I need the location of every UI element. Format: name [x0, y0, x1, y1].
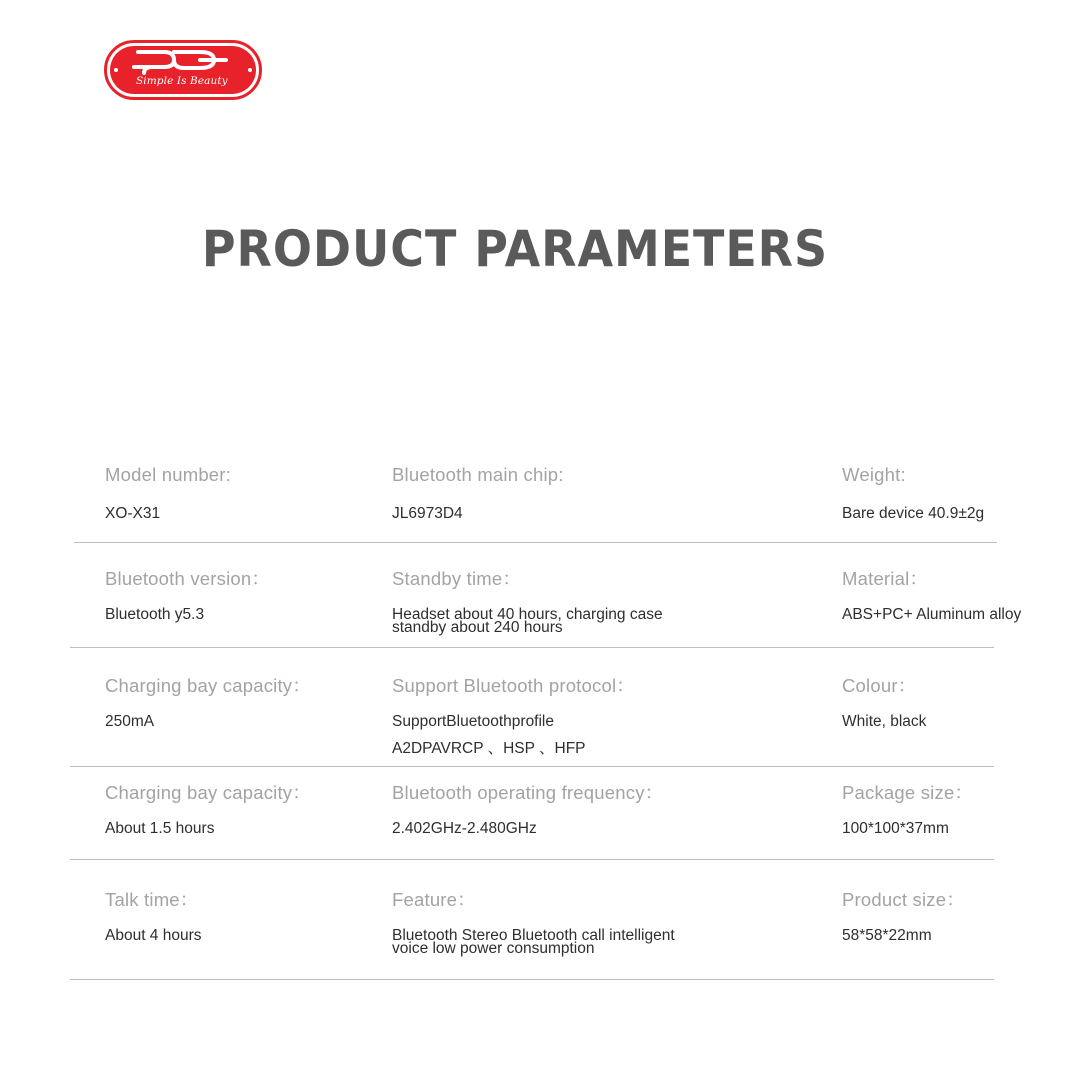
row-divider [70, 647, 994, 648]
brand-tagline: Simple Is Beauty [136, 75, 228, 87]
row-divider [74, 542, 997, 543]
value-talk-time: About 4 hours [105, 927, 202, 944]
label-support-bluetooth-protocol: Support Bluetooth protocol： [392, 675, 635, 696]
value-standby-time-line1: Headset about 40 hours, charging case [392, 606, 663, 623]
value-weight: Bare device 40.9±2g [842, 505, 985, 522]
page-title: PRODUCT PARAMETERS [201, 220, 829, 278]
row-divider [70, 979, 994, 980]
label-bluetooth-version: Bluetooth version： [105, 568, 271, 589]
value-model-number: XO-X31 [105, 505, 161, 522]
value-package-size: 100*100*37mm [842, 820, 949, 837]
row-divider [70, 766, 994, 767]
value-bluetooth-main-chip: JL6973D4 [392, 505, 463, 522]
label-colour: Colour： [842, 675, 917, 696]
label-bluetooth-operating-frequency: Bluetooth operating frequency： [392, 782, 664, 803]
value-support-bluetooth-protocol-line2: A2DPAVRCP 、HSP 、HFP [392, 740, 586, 757]
value-charging-bay-capacity: 250mA [105, 713, 155, 730]
label-standby-time: Standby time： [392, 568, 522, 589]
label-bluetooth-main-chip: Bluetooth main chip: [392, 464, 564, 485]
value-bluetooth-operating-frequency: 2.402GHz-2.480GHz [392, 820, 537, 837]
value-charging-time: About 1.5 hours [105, 820, 215, 837]
value-product-size: 58*58*22mm [842, 927, 932, 944]
value-colour: White, black [842, 713, 927, 730]
label-charging-bay-capacity: Charging bay capacity： [105, 675, 311, 696]
label-weight: Weight: [842, 464, 906, 485]
value-material: ABS+PC+ Aluminum alloy [842, 606, 1022, 623]
label-product-size: Product size： [842, 889, 965, 910]
value-bluetooth-version: Bluetooth y5.3 [105, 606, 205, 623]
label-feature: Feature： [392, 889, 476, 910]
value-standby-time-line2: standby about 240 hours [392, 619, 563, 636]
row-divider [70, 859, 994, 860]
label-material: Material： [842, 568, 929, 589]
label-model-number: Model number: [105, 464, 231, 485]
label-package-size: Package size： [842, 782, 974, 803]
label-charging-bay-capacity-2: Charging bay capacity： [105, 782, 311, 803]
value-feature-line1: Bluetooth Stereo Bluetooth call intelligent [392, 927, 675, 944]
value-feature-line2: voice low power consumption [392, 940, 595, 957]
label-talk-time: Talk time： [105, 889, 199, 910]
value-support-bluetooth-protocol-line1: SupportBluetoothprofile [392, 713, 555, 730]
